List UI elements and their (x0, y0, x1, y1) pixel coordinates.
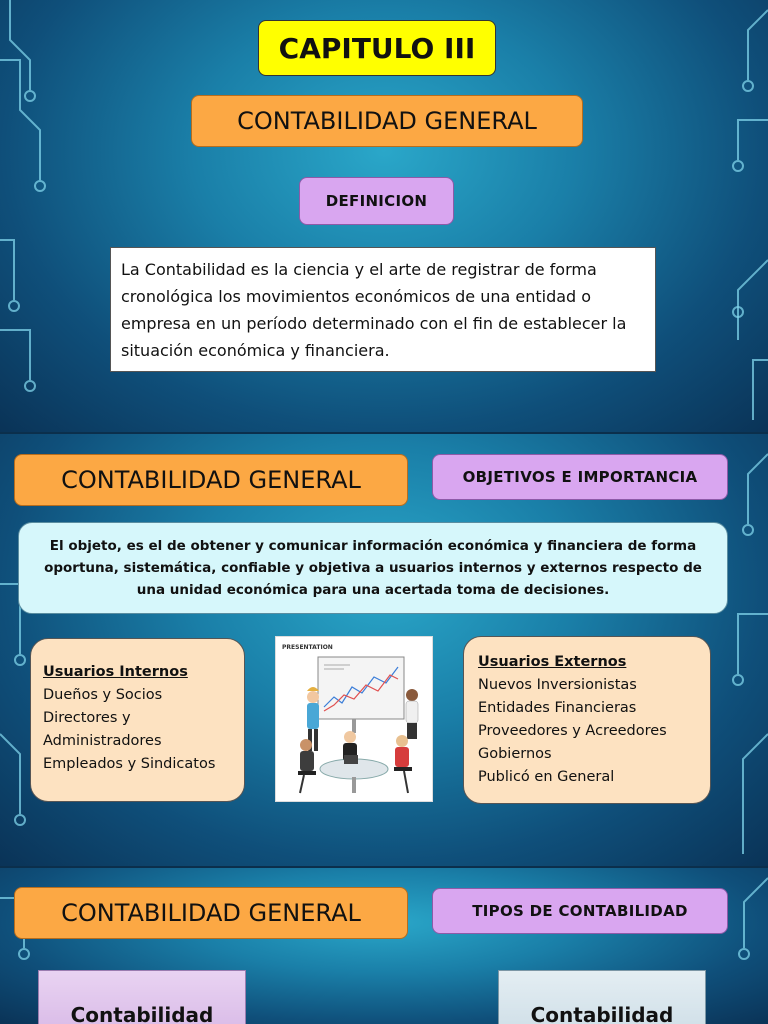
slide-definicion (0, 0, 768, 432)
internal-users-box (30, 638, 245, 802)
section-title-text: CONTABILIDAD GENERAL (237, 107, 537, 135)
type-card-right (498, 970, 706, 1024)
section-title (14, 454, 408, 506)
external-user-item: Proveedores y Acreedores (478, 723, 667, 739)
types-heading-text: TIPOS DE CONTABILIDAD (472, 902, 688, 920)
chapter-title (258, 20, 496, 76)
external-users-box (463, 636, 711, 804)
meeting-illustration (276, 637, 434, 803)
section-title-text: CONTABILIDAD GENERAL (61, 466, 361, 494)
slide-tipos (0, 868, 768, 1024)
definition-heading-text: DEFINICION (325, 192, 428, 210)
objectives-heading-text: OBJETIVOS E IMPORTANCIA (462, 468, 698, 486)
external-user-item: Entidades Financieras (478, 700, 637, 716)
types-heading (432, 888, 728, 934)
objective-box (18, 522, 728, 614)
type-card-left (38, 970, 246, 1024)
internal-users-heading: Usuarios Internos (43, 664, 188, 680)
illustration-label: PRESENTATION (282, 644, 333, 651)
internal-user-item: Dueños y Socios (43, 687, 163, 703)
circuit-decoration-left (0, 0, 70, 432)
section-title-text: CONTABILIDAD GENERAL (61, 899, 361, 927)
type-card-right-text: Contabilidad (530, 1003, 674, 1024)
objective-text: El objeto, es el de obtener y comunicar información económica y financiera de forma oportuna, sistemática, confiable y objetiva a usuarios internos y externos respecto de una unidad económica para una acertada toma de decisiones. (44, 538, 702, 598)
internal-user-item: Directores y (43, 710, 131, 726)
circuit-decoration-right (698, 0, 768, 432)
definition-text: La Contabilidad es la ciencia y el arte de registrar de forma cronológica los movimientos económicos de una entidad o empresa en un período determinado con el fin de establecer la situación económica y financiera. (121, 259, 627, 360)
presentation-illustration (275, 636, 433, 802)
definition-box (110, 247, 656, 372)
section-title (14, 887, 408, 939)
objectives-heading (432, 454, 728, 500)
definition-heading (299, 177, 454, 225)
section-title (191, 95, 583, 147)
chapter-title-text: CAPITULO III (278, 31, 476, 65)
internal-user-item: Administradores (43, 733, 162, 749)
external-user-item: Gobiernos (478, 746, 552, 762)
type-card-left-text: Contabilidad (70, 1003, 214, 1024)
external-user-item: Publicó en General (478, 769, 615, 785)
external-users-heading: Usuarios Externos (478, 654, 627, 670)
external-user-item: Nuevos Inversionistas (478, 677, 637, 693)
internal-user-item: Empleados y Sindicatos (43, 756, 216, 772)
